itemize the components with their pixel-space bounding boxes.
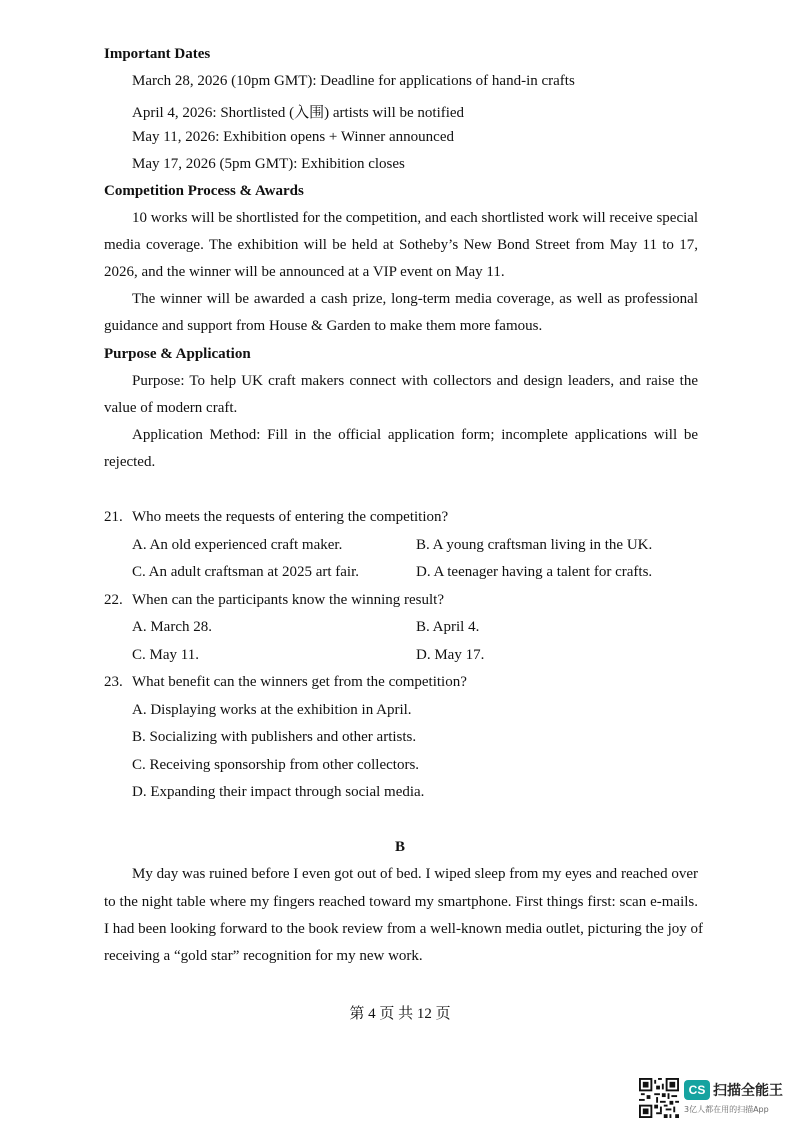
scanner-tagline: 3亿人都在用的扫描App <box>684 1105 769 1114</box>
answer-option: C. An adult craftsman at 2025 art fair. <box>132 564 360 580</box>
paragraph-line: Purpose: To help UK craft makers connect with collectors and design leaders, and raise the <box>132 373 698 389</box>
paragraph-line: value of modern craft. <box>104 400 238 416</box>
date-item: March 28, 2026 (10pm GMT): Deadline for applications of hand-in crafts <box>132 73 575 89</box>
answer-option: B. A young craftsman living in the UK. <box>416 537 653 553</box>
scanner-app-name: 扫描全能王 <box>713 1083 783 1099</box>
paragraph-line: I had been looking forward to the book review from a well-known media outlet, picturing the joy of <box>104 921 704 937</box>
answer-option: A. March 28. <box>132 619 212 635</box>
answer-option: B. April 4. <box>416 619 480 635</box>
date-item: May 17, 2026 (5pm GMT): Exhibition closes <box>132 156 405 172</box>
paragraph-line: The winner will be awarded a cash prize, long-term media coverage, as well as professional <box>132 291 698 307</box>
paragraph-line: media coverage. The exhibition will be held at Sotheby’s New Bond Street from May 11 to 17, <box>104 237 698 253</box>
paragraph-line: Application Method: Fill in the official application form; incomplete applications will be <box>132 427 698 443</box>
paragraph-line: My day was ruined before I even got out of bed. I wiped sleep from my eyes and reached over <box>132 866 698 882</box>
answer-option: D. Expanding their impact through social media. <box>132 784 425 800</box>
paragraph-line: 10 works will be shortlisted for the competition, and each shortlisted work will receive special <box>132 210 699 226</box>
answer-option: A. Displaying works at the exhibition in April. <box>132 702 412 718</box>
paragraph-line: to the night table where my fingers reached toward my smartphone. First things first: scan e-mails. <box>104 894 698 910</box>
purpose-heading: Purpose & Application <box>104 346 251 362</box>
process-heading: Competition Process & Awards <box>104 183 304 199</box>
paragraph-line: receiving a “gold star” recognition for my new work. <box>104 948 423 964</box>
question-text: What benefit can the winners get from the competition? <box>132 674 467 690</box>
answer-option: B. Socializing with publishers and other artists. <box>132 729 417 745</box>
page-number: 第 4 页 共 12 页 <box>349 1006 451 1022</box>
answer-option: A. An old experienced craft maker. <box>132 537 343 553</box>
date-item: May 11, 2026: Exhibition opens + Winner announced <box>132 129 454 145</box>
paragraph-line: guidance and support from House & Garden to make them more famous. <box>104 318 543 334</box>
paragraph-line: rejected. <box>104 454 156 470</box>
section-label: B <box>394 839 405 855</box>
question-text: Who meets the requests of entering the competition? <box>132 509 449 525</box>
answer-option: D. May 17. <box>416 647 485 663</box>
important-dates-heading: Important Dates <box>104 46 211 62</box>
answer-option: D. A teenager having a talent for crafts. <box>416 564 653 580</box>
qr-code-icon <box>639 1078 679 1118</box>
answer-option: C. Receiving sponsorship from other collectors. <box>132 757 420 773</box>
question-number: 21. <box>104 509 123 525</box>
question-number: 22. <box>104 592 123 608</box>
date-item: April 4, 2026: Shortlisted (入围) artists will be notified <box>132 105 465 121</box>
question-number: 23. <box>104 674 123 690</box>
question-text: When can the participants know the winning result? <box>132 592 444 608</box>
paragraph-line: 2026, and the winner will be announced at a VIP event on May 11. <box>104 264 505 280</box>
answer-option: C. May 11. <box>132 647 199 663</box>
camscanner-logo: CS <box>684 1080 710 1100</box>
